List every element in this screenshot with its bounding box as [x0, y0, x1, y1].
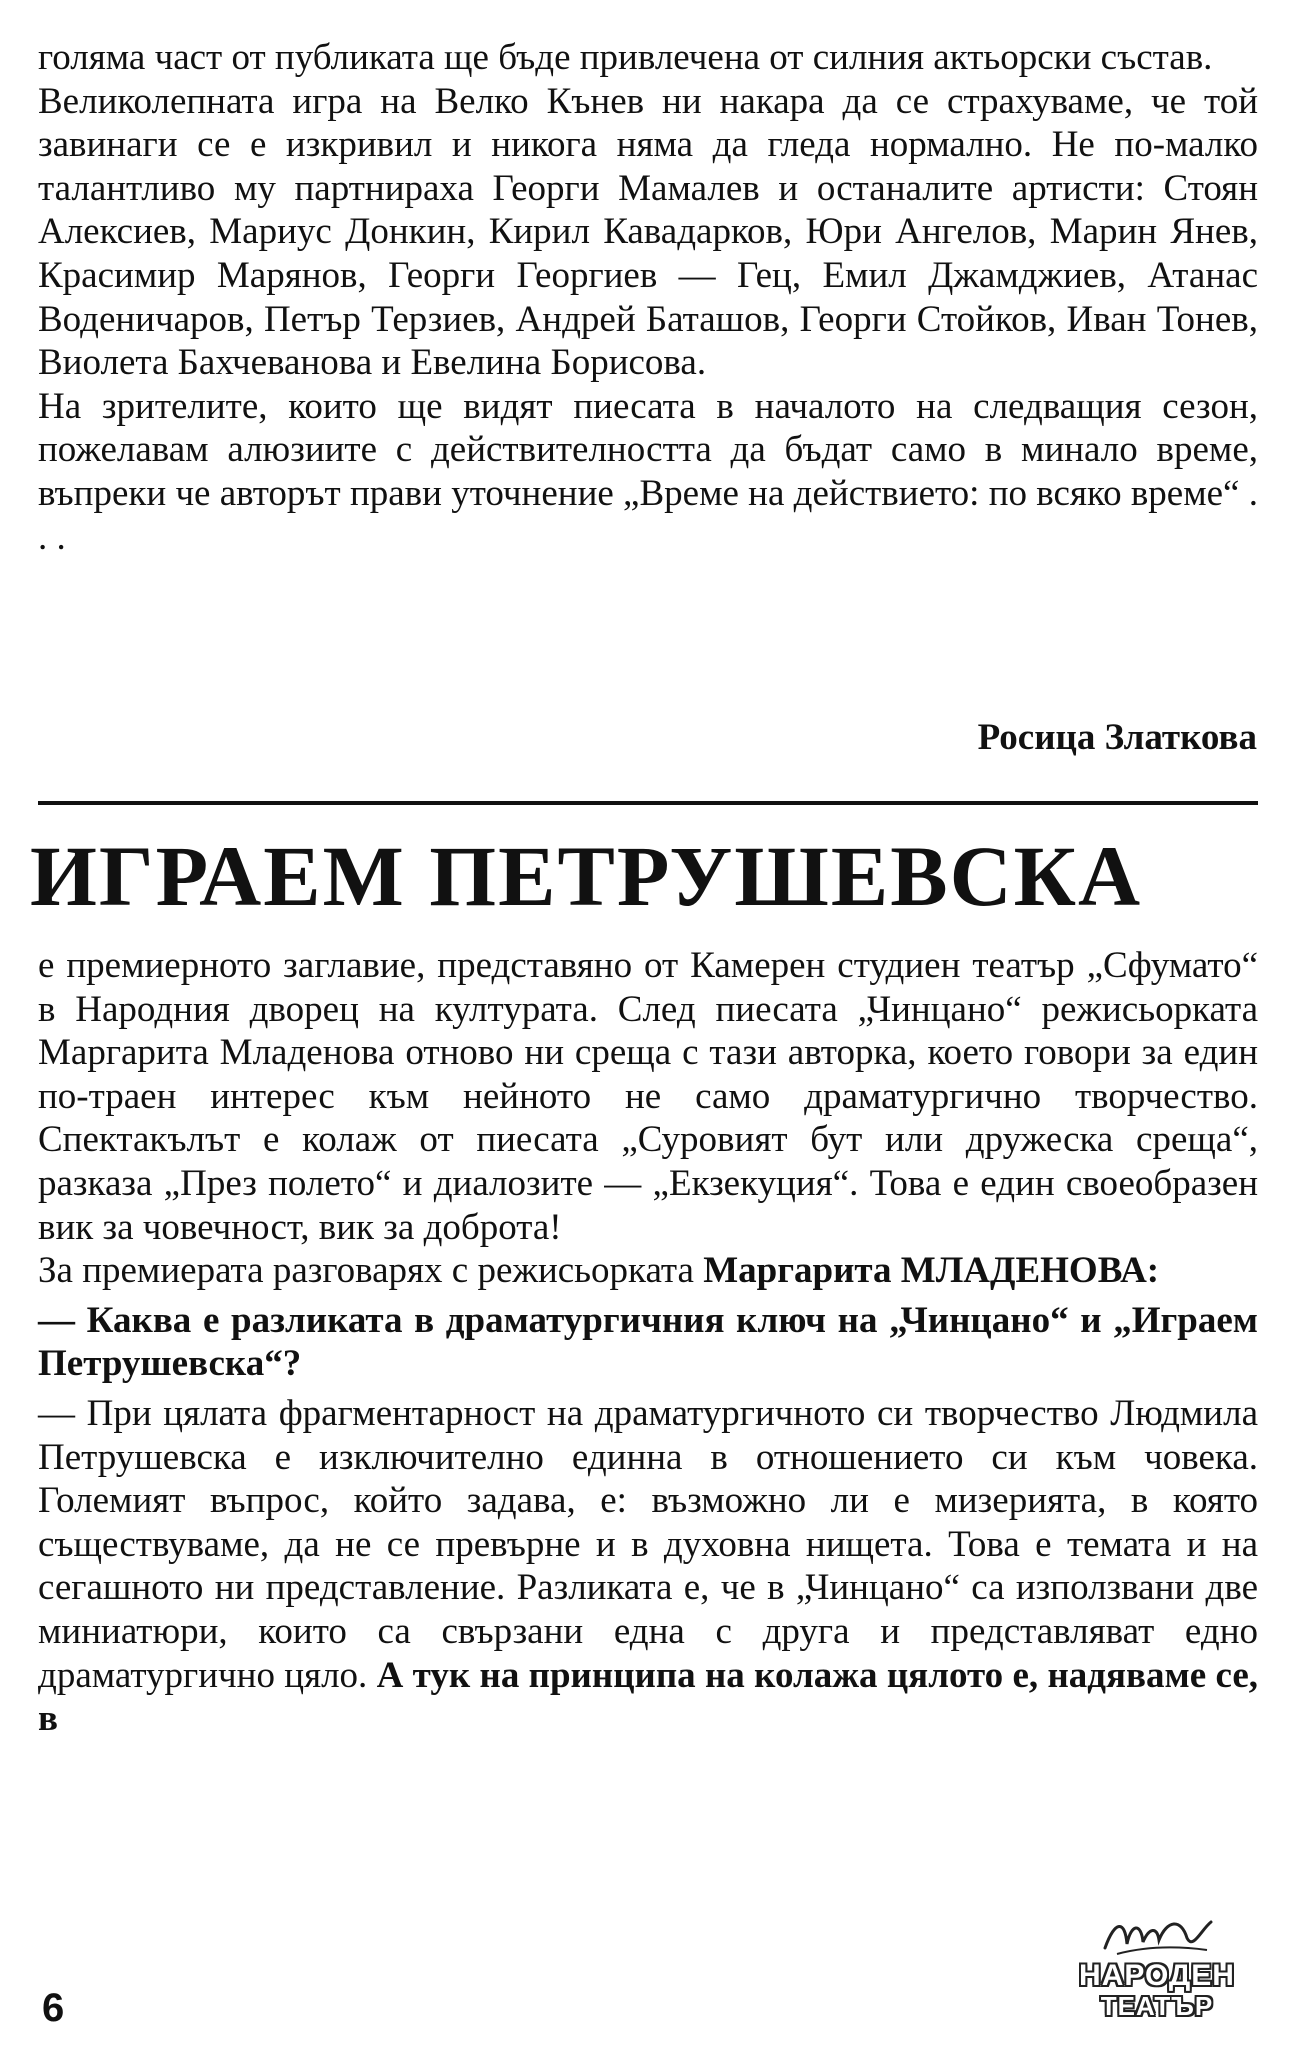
- logo-line-2: ТЕАТЪР: [1100, 1991, 1214, 2021]
- national-theatre-logo: [1062, 1910, 1252, 2060]
- previous-article-continuation: [38, 36, 1258, 559]
- paragraph: Великолепната игра на Велко Кънев ни накара да се страхуваме, че той завинаги се е изкривил и никога няма да гледа нормално. Не по-малко талантливо му партнираха Георги Мамалев и останалите артисти: Стоян Алексиев, Мариус Донкин, Кирил Кавадарков, Юри Ангелов, Марин Янев, Красимир Марянов, Георги Георгиев — Гец, Емил Джамджиев, Атанас Воденичаров, Петър Терзиев, Андрей Баташов, Георги Стойков, Иван Тонев, Виолета Бахчеванова и Евелина Борисова.: [38, 80, 1258, 384]
- page-number: 6: [42, 1986, 65, 2030]
- interviewee-name: Маргарита МЛАДЕНОВА:: [703, 1250, 1160, 1292]
- article-headline: ИГРАЕМ ПЕТРУШЕВСКА: [30, 828, 1143, 924]
- article-body: [38, 944, 1258, 1741]
- interview-question: — Каква е разликата в драматургичния ключ на „Чинцано“ и „Играем Петрушевска“?: [38, 1299, 1258, 1385]
- author-signature: Росица Златкова: [977, 717, 1257, 758]
- article-intro: е премиерното заглавие, представяно от Камерен студиен театър „Сфумато“ в Народния дворец на културата. След пиесата „Чинцано“ режисьорката Маргарита Младенова отново ни среща с тази авторка, което говори за един по-траен интерес към нейното не само драматургично творчество. Спектакълът е колаж от пиесата „Суровият бут или дружеска среща“, разказа „През полето“ и диалозите — „Екзекуция“. Това е един своеобразен вик за човечност, вик за доброта!: [38, 945, 1258, 1248]
- answer-text-bold: А тук на принципа на колажа цялото е, надяваме се, в: [38, 1654, 1259, 1740]
- interview-lead-paragraph: [38, 1249, 1258, 1293]
- signature-icon: [1097, 1910, 1217, 1960]
- interview-lead: За премиерата разговарях с режисьорката: [38, 1250, 694, 1292]
- paragraph: голяма част от публиката ще бъде привлечена от силния актьорски състав.: [38, 37, 1213, 78]
- section-divider: [38, 801, 1258, 805]
- paragraph: На зрителите, които ще видят пиесата в началото на следващия сезон, пожелавам алюзиите с действителността да бъдат само в минало време, въпреки че авторът прави уточнение „Време на действието: по всяко време“ . . .: [38, 385, 1258, 558]
- interview-answer: [38, 1392, 1258, 1741]
- logo-line-1: НАРОДЕН: [1079, 1959, 1235, 1992]
- answer-text: — При цялата фрагментарност на драматургичното си творчество Людмила Петрушевска е изключително единна в отношението си към човека. Големият въпрос, който задава, е: възможно ли е мизерията, в която съществуваме, да не се превърне и в духовна нищета. Това е темата и на сегашното ни представление. Разликата е, че в „Чинцано“ са използвани две миниатюри, които са свързани една с друга и представляват едно драматургично цяло.: [38, 1392, 1258, 1696]
